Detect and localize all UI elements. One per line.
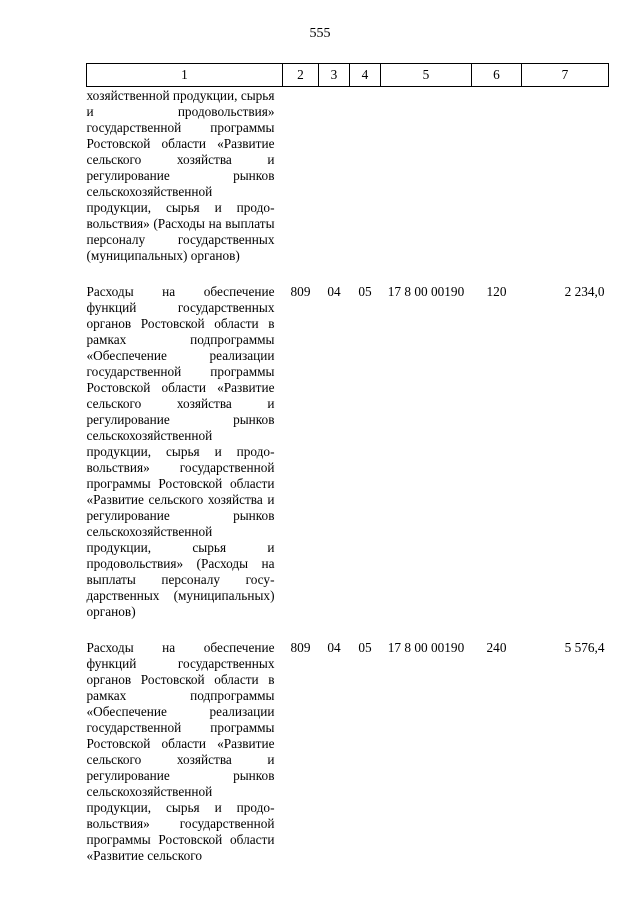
cell-subsection <box>350 87 381 285</box>
column-header-5: 5 <box>381 64 472 87</box>
cell-target-article: 17 8 00 00190 <box>387 284 465 299</box>
table-row <box>87 640 609 884</box>
cell-expense-type: 240 <box>486 640 507 655</box>
table-row <box>87 87 609 285</box>
cell-amount: 5 576,4 <box>564 640 605 655</box>
cell-subsection: 05 <box>358 284 372 299</box>
column-header-2: 2 <box>283 64 319 87</box>
column-header-4: 4 <box>350 64 381 87</box>
budget-table <box>86 63 609 884</box>
cell-ministry-code: 809 <box>290 640 311 655</box>
cell-amount <box>522 87 609 285</box>
cell-ministry-code <box>283 87 319 285</box>
cell-section: 04 <box>327 640 341 655</box>
column-header-7: 7 <box>522 64 609 87</box>
cell-subsection: 05 <box>358 640 372 655</box>
row-description: Расходы на обеспечение функций государственных органов Ростовской области в рамках подпрограммы «Обеспечение реализации государственной программы Ростовской области «Развитие сельского хозяйства и регулирование рынков сельскохозяйственной продукции, сырья и продовольствия» государственной программы Ростовской области «Развитие сельского хозяйства и регулирование рынков сельскохозяйственной продукции, сырья и продовольствия» (Расходы на выплаты персоналу государственных (муниципальных) органов) <box>86 284 275 619</box>
row-description: хозяйственной продукции, сырья и продовольствия» государственной программы Ростовской области «Развитие сельского хозяйства и регулирование рынков сельскохозяйственной продукции, сырья и продовольствия» (Расходы на выплаты персоналу государственных (муниципальных) органов) <box>86 88 275 263</box>
row-description: Расходы на обеспечение функций государственных органов Ростовской области в рамках подпрограммы «Обеспечение реализации государственной программы Ростовской области «Развитие сельского хозяйства и регулирование рынков сельскохозяйственной продукции, сырья и продовольствия» государственной программы Ростовской области «Развитие сельского <box>86 640 275 863</box>
column-header-1: 1 <box>87 64 283 87</box>
cell-amount: 2 234,0 <box>564 284 605 299</box>
page-number: 555 <box>309 26 331 41</box>
header-row <box>87 64 609 87</box>
cell-target-article <box>381 87 472 285</box>
cell-section: 04 <box>327 284 341 299</box>
cell-expense-type <box>472 87 522 285</box>
cell-section <box>319 87 350 285</box>
cell-target-article: 17 8 00 00190 <box>387 640 465 655</box>
cell-ministry-code: 809 <box>290 284 311 299</box>
cell-expense-type: 120 <box>486 284 507 299</box>
column-header-6: 6 <box>472 64 522 87</box>
column-header-3: 3 <box>319 64 350 87</box>
table-row <box>87 284 609 640</box>
